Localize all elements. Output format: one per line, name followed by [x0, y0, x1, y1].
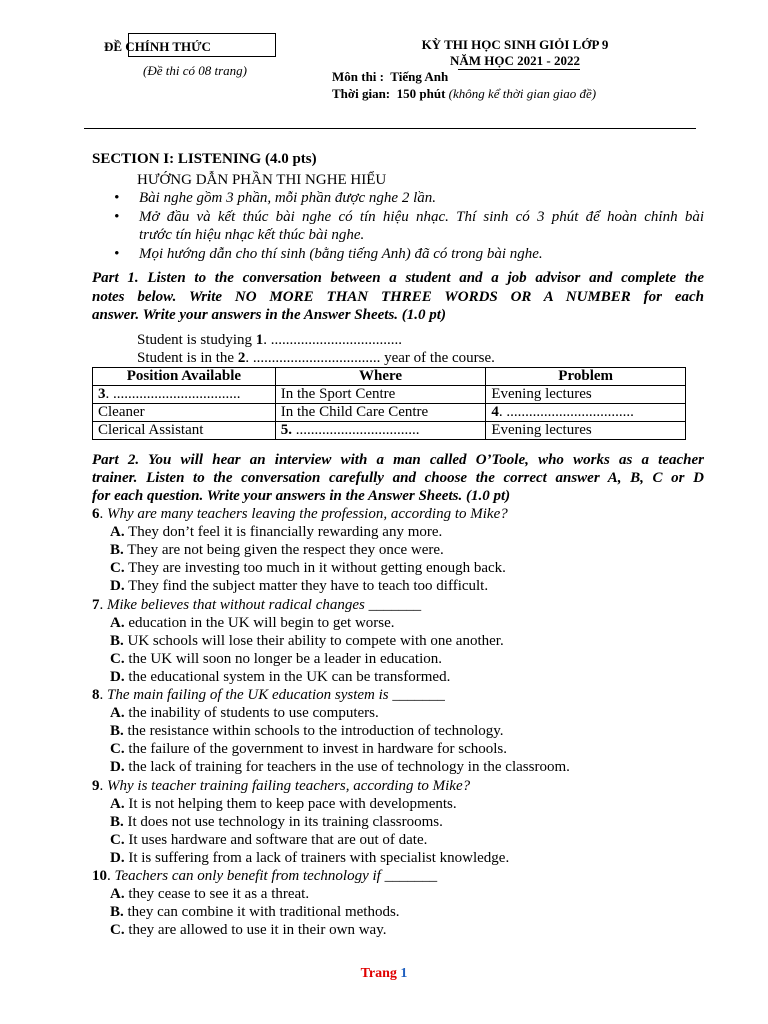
- answer-blank: . ...................................: [263, 332, 403, 348]
- answer-option: [110, 614, 704, 632]
- question-number: 2: [237, 350, 246, 366]
- part2-instruction: trainer. Listen to the conversation carefully and choose the correct answer A, B, C or D: [92, 470, 704, 486]
- question-stem: [92, 686, 704, 704]
- answer-option: [110, 541, 704, 559]
- exam-title: KỲ THI HỌC SINH GIỎI LỚP 9: [421, 37, 609, 52]
- subject-value: Tiếng Anh: [390, 69, 449, 84]
- note-1: Student is studying 1. ...................................: [137, 332, 403, 348]
- table-header-row: [93, 368, 686, 386]
- table-row: [93, 422, 686, 440]
- option-text: It is suffering from a lack of trainers with specialist knowledge.: [128, 849, 510, 866]
- question-number: 10: [92, 868, 107, 884]
- option-text: It is not helping them to keep pace with developments.: [128, 795, 457, 812]
- option-letter: D.: [110, 668, 125, 685]
- question-stem: [92, 867, 704, 885]
- part1-instruction: notes below. Write NO MORE THAN THREE WORDS OR A NUMBER for each: [92, 289, 704, 305]
- time-note: (không kể thời gian giao đề): [448, 86, 597, 101]
- time-line: [332, 85, 596, 103]
- question-text: The main failing of the UK education system is _______: [107, 687, 445, 703]
- page-number: 1: [400, 966, 408, 981]
- question-stem: [92, 505, 704, 523]
- answer-option: [110, 903, 704, 921]
- answer-option: [110, 632, 704, 650]
- table-cell: In the Child Care Centre: [275, 404, 486, 422]
- answer-blank: . .................................. year of the course.: [245, 350, 495, 366]
- question-text: Why is teacher training failing teachers, according to Mike?: [107, 777, 471, 794]
- option-text: It uses hardware and software that are out of date.: [128, 831, 428, 848]
- option-letter: A.: [110, 524, 125, 541]
- bullet-icon: •: [114, 246, 120, 262]
- question-text: Why are many teachers leaving the profession, according to Mike?: [107, 506, 508, 522]
- option-letter: D.: [110, 759, 125, 776]
- option-text: the educational system in the UK can be transformed.: [128, 668, 451, 685]
- option-text: education in the UK will begin to get worse.: [128, 614, 395, 631]
- subject-line: [332, 68, 448, 86]
- option-text: they can combine it with traditional methods.: [127, 904, 400, 921]
- answer-option: [110, 577, 704, 595]
- option-text: They are investing too much in it without getting enough back.: [128, 560, 506, 577]
- option-letter: D.: [110, 578, 125, 595]
- option-text: they are allowed to use it in their own way.: [128, 922, 387, 939]
- answer-option: [110, 523, 704, 541]
- option-letter: C.: [110, 560, 125, 577]
- table-cell: Evening lectures: [486, 386, 686, 404]
- option-letter: C.: [110, 650, 125, 667]
- option-letter: B.: [110, 904, 124, 921]
- table-header: Problem: [486, 368, 686, 386]
- bullet-icon: •: [114, 209, 120, 225]
- part2-instruction: Part 2. You will hear an interview with a man called O’Toole, who works as a teacher: [92, 452, 704, 468]
- page-footer: [0, 965, 768, 983]
- table-row: [93, 386, 686, 404]
- page-label: Trang: [360, 966, 397, 981]
- answer-option: [110, 722, 704, 740]
- question-number: 9: [92, 777, 100, 794]
- answer-option: [110, 559, 704, 577]
- option-letter: D.: [110, 849, 125, 866]
- table-cell: 5. .................................: [275, 422, 486, 440]
- option-text: the inability of students to use computers.: [128, 705, 379, 722]
- question-number: 6: [92, 506, 100, 522]
- instructions-heading: HƯỚNG DẪN PHẦN THI NGHE HIỂU: [137, 172, 387, 188]
- question-number: 1: [255, 332, 264, 348]
- school-year: NĂM HỌC 2021 - 2022: [450, 53, 580, 68]
- page-count-note: (Đề thi có 08 trang): [143, 63, 247, 78]
- option-text: They are not being given the respect they once were.: [127, 542, 444, 559]
- time-label: Thời gian:: [332, 86, 391, 101]
- question-number-dot: .: [99, 596, 107, 613]
- option-letter: C.: [110, 741, 125, 758]
- table-cell: In the Sport Centre: [275, 386, 486, 404]
- section-title: SECTION I: LISTENING (4.0 pts): [92, 151, 317, 167]
- option-text: They don’t feel it is financially rewarding any more.: [128, 524, 443, 541]
- answer-option: [110, 704, 704, 722]
- option-text: they cease to see it as a threat.: [128, 886, 310, 903]
- option-text: UK schools will lose their ability to compete with one another.: [127, 632, 504, 649]
- question-text: Mike believes that without radical changes _______: [107, 596, 422, 613]
- option-text: the lack of training for teachers in the use of technology in the classroom.: [128, 759, 570, 776]
- part1-instruction: answer. Write your answers in the Answer Sheets. (1.0 pt): [92, 307, 446, 323]
- option-text: the resistance within schools to the introduction of technology.: [127, 723, 504, 740]
- question-number-dot: .: [107, 868, 115, 884]
- question-number-dot: .: [99, 777, 107, 794]
- option-text: the UK will soon no longer be a leader in education.: [128, 650, 443, 667]
- answer-option: [110, 650, 704, 668]
- table-header: Position Available: [93, 368, 276, 386]
- answer-option: [110, 740, 704, 758]
- official-label: ĐỀ CHÍNH THỨC: [104, 39, 211, 54]
- answer-option: [110, 921, 704, 939]
- option-text: the failure of the government to invest in hardware for schools.: [128, 741, 507, 758]
- bullet-icon: •: [114, 190, 120, 206]
- header-underline: [458, 69, 580, 70]
- option-letter: A.: [110, 886, 125, 903]
- instruction-bullet-continuation: trước tín hiệu nhạc kết thúc bài nghe.: [139, 227, 365, 243]
- option-text: They find the subject matter they have to teach too difficult.: [128, 578, 489, 595]
- position-table: [92, 367, 686, 440]
- question-number: 7: [92, 596, 100, 613]
- option-letter: A.: [110, 614, 125, 631]
- answer-option: [110, 849, 704, 867]
- table-cell: 3. ..................................: [93, 386, 276, 404]
- option-letter: C.: [110, 922, 125, 939]
- answer-option: [110, 813, 704, 831]
- option-letter: B.: [110, 723, 124, 740]
- answer-option: [110, 668, 704, 686]
- option-letter: B.: [110, 813, 124, 830]
- option-text: It does not use technology in its training classrooms.: [127, 813, 443, 830]
- part1-instruction: Part 1. Listen to the conversation between a student and a job advisor and complete the: [92, 270, 704, 286]
- option-letter: A.: [110, 795, 125, 812]
- option-letter: A.: [110, 705, 125, 722]
- question-text: Teachers can only benefit from technology if _______: [114, 868, 438, 884]
- note-2: Student is in the 2. .................................. year of the course.: [137, 350, 495, 366]
- answer-option: [110, 885, 704, 903]
- option-letter: B.: [110, 542, 124, 559]
- question-stem: [92, 777, 704, 795]
- time-value: 150 phút: [396, 86, 446, 101]
- table-header: Where: [275, 368, 486, 386]
- table-cell: Clerical Assistant: [93, 422, 276, 440]
- option-letter: C.: [110, 831, 125, 848]
- table-row: [93, 404, 686, 422]
- table-cell: Cleaner: [93, 404, 276, 422]
- answer-option: [110, 795, 704, 813]
- table-cell: 4. ..................................: [486, 404, 686, 422]
- subject-label: Môn thi :: [332, 69, 384, 84]
- question-stem: [92, 596, 704, 614]
- answer-option: [110, 758, 704, 776]
- question-number-dot: .: [99, 506, 107, 522]
- answer-option: [110, 831, 704, 849]
- table-cell: Evening lectures: [486, 422, 686, 440]
- part2-instruction: for each question. Write your answers in the Answer Sheets. (1.0 pt): [92, 488, 511, 504]
- header-divider: [84, 128, 696, 129]
- option-letter: B.: [110, 632, 124, 649]
- question-number-dot: .: [99, 687, 107, 703]
- question-number: 8: [92, 687, 100, 703]
